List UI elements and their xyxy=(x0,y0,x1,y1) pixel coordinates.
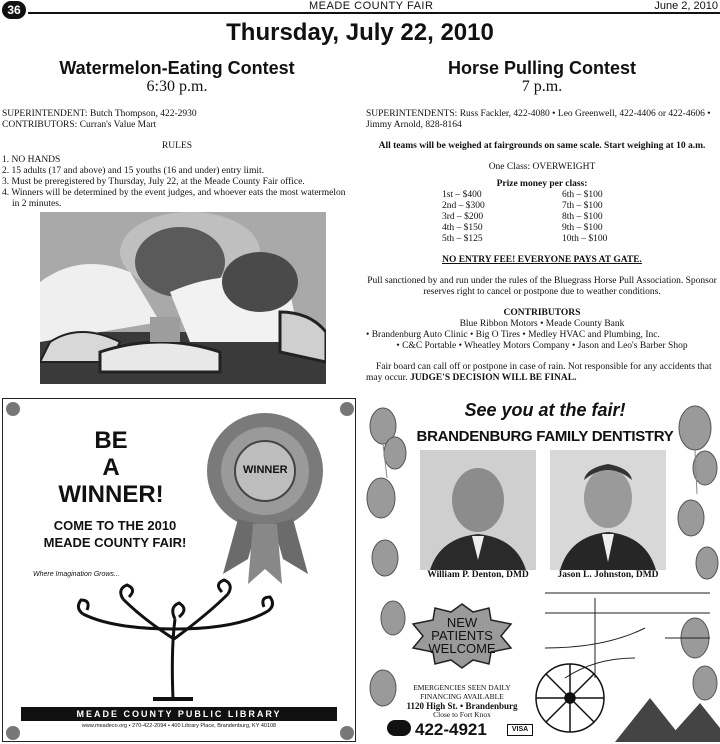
library-contact: www.meadeco.org • 270-422-2094 • 400 Library Place, Brandenburg, KY 40108 xyxy=(81,723,277,729)
a-line: A xyxy=(102,454,120,481)
watermelon-contest-photo xyxy=(40,212,326,384)
dentist-portrait xyxy=(420,450,536,570)
superintendent-value: Butch Thompson, 422-2930 xyxy=(89,109,197,119)
prize-entry: 3rd – $200 xyxy=(442,212,484,222)
rules-list xyxy=(2,155,352,210)
prize-entry: 1st – $400 xyxy=(442,190,482,200)
rules-heading: RULES xyxy=(161,141,193,151)
rule-item: 2. 15 adults (17 and above) and 15 youths (16 and under) entry limit. xyxy=(2,166,264,176)
ferris-wheel-icon xyxy=(536,664,604,732)
address-line: 1120 High St. • Brandenburg xyxy=(406,701,518,711)
winner-line: WINNER! xyxy=(58,481,164,508)
carnival-tent-icon xyxy=(615,698,720,742)
library-name: MEADE COUNTY PUBLIC LIBRARY xyxy=(21,707,337,721)
issue-date: June 2, 2010 xyxy=(650,0,718,12)
rule-item: 4. Winners will be determined by the event judges, and whoever eats the most watermelon in 2 minutes. xyxy=(2,188,346,209)
horse-pulling-section xyxy=(366,58,718,384)
contributors-line: • Brandenburg Auto Clinic • Big O Tires • Medley HVAC and Plumbing, Inc. xyxy=(366,330,660,340)
ribbon-label: WINNER xyxy=(243,464,288,476)
patients-line: PATIENTS xyxy=(431,628,493,643)
new-line: NEW xyxy=(446,615,478,630)
library-ad xyxy=(2,398,356,742)
rain-note xyxy=(366,362,718,384)
prize-heading: Prize money per class: xyxy=(496,179,588,189)
prize-entry: 4th – $150 xyxy=(442,223,483,233)
address-note: Close to Fort Knox xyxy=(433,710,491,719)
ribbon-icon xyxy=(207,413,323,584)
horse-time: 7 p.m. xyxy=(521,78,563,95)
be-a-winner xyxy=(21,427,201,508)
library-tagline: Where Imagination Grows... xyxy=(33,571,120,578)
come-line-2: MEADE COUNTY FAIR! xyxy=(43,535,187,550)
event-date-heading: Thursday, July 22, 2010 xyxy=(226,19,494,46)
avatar xyxy=(420,450,536,570)
watermelon-title: Watermelon-Eating Contest xyxy=(59,58,295,78)
page-number: 36 xyxy=(2,1,26,19)
contributors-line: Blue Ribbon Motors • Meade County Bank xyxy=(459,319,625,329)
rule-item: 3. Must be preregistered by Thursday, July 22, at the Meade County Fair office. xyxy=(2,177,305,187)
welcome-line: WELCOME xyxy=(428,641,496,656)
come-line-1: COME TO THE 2010 xyxy=(53,518,177,533)
watermelon-contributors xyxy=(2,120,352,131)
financing-line: FINANCING AVAILABLE xyxy=(420,691,504,701)
watermelon-time: 6:30 p.m. xyxy=(146,78,208,95)
section-title: MEADE COUNTY FAIR xyxy=(305,0,437,12)
page-header xyxy=(0,0,720,18)
horse-title: Horse Pulling Contest xyxy=(447,58,636,78)
prize-entry: 8th – $100 xyxy=(562,212,603,222)
no-entry-fee: NO ENTRY FEE! EVERYONE PAYS AT GATE. xyxy=(442,255,642,265)
phone-number: 422-4921 xyxy=(415,720,487,739)
superintendents-label: SUPERINTENDENTS: xyxy=(366,109,458,119)
superintendents-value: Russ Fackler, 422-4080 • Leo Greenwell, 422-4406 or 422-4606 • Jimmy Arnold, 828-8164 xyxy=(366,109,711,130)
contributors-line: • C&C Portable • Wheatley Motors Company • Jason and Leo's Barber Shop xyxy=(396,341,688,351)
new-patients-welcome xyxy=(409,616,515,655)
contributors-value: Curran's Value Mart xyxy=(79,120,157,130)
rain-note-text: Fair board can call off or postpone in case of rain. Not responsible for any accidents that may occur. xyxy=(366,362,712,383)
visa-badge: VISA xyxy=(507,724,533,736)
prize-entry: 9th – $100 xyxy=(562,223,603,233)
practice-name: BRANDENBURG FAMILY DENTISTRY xyxy=(416,428,674,445)
tree-icon xyxy=(78,580,272,699)
card-logo-icon xyxy=(387,720,411,736)
dentist-ad xyxy=(365,398,720,742)
weighing-note: All teams will be weighed at fairgrounds on same scale. Start weighing at 10 a.m. xyxy=(378,141,706,151)
emergency-info xyxy=(387,684,537,720)
watermelon-contest-section xyxy=(2,58,352,210)
rule-item: 1. NO HANDS xyxy=(2,155,61,165)
watermelon-superintendent xyxy=(2,109,352,120)
prize-entry: 7th – $100 xyxy=(562,201,603,211)
rain-note-bold: JUDGE'S DECISION WILL BE FINAL. xyxy=(410,373,577,383)
header-rule xyxy=(28,12,720,14)
prize-table xyxy=(442,190,642,245)
prize-entry: 10th – $100 xyxy=(562,234,608,244)
dentist-name: Jason L. Johnston, DMD xyxy=(557,570,659,580)
avatar xyxy=(550,450,666,570)
class-note: One Class: OVERWEIGHT xyxy=(488,162,596,172)
dentist-portrait xyxy=(550,450,666,570)
see-you-headline: See you at the fair! xyxy=(464,400,626,420)
contributors-label: CONTRIBUTORS: xyxy=(2,120,78,130)
horse-superintendents xyxy=(366,109,718,131)
prize-entry: 5th – $125 xyxy=(442,234,483,244)
be-line: BE xyxy=(94,427,128,454)
superintendent-label: SUPERINTENDENT: xyxy=(2,109,88,119)
dentist-name: William P. Denton, DMD xyxy=(427,570,529,580)
emergencies-line: EMERGENCIES SEEN DAILY xyxy=(413,683,511,692)
prize-entry: 6th – $100 xyxy=(562,190,603,200)
contributors-heading: CONTRIBUTORS xyxy=(503,308,581,318)
sanction-note: Pull sanctioned by and run under the rules of the Bluegrass Horse Pull Association. Sponsor reserves right to cancel or postpone due to weather conditions. xyxy=(367,276,717,297)
come-to-fair xyxy=(15,517,215,551)
prize-entry: 2nd – $300 xyxy=(442,201,485,211)
photo-illustration xyxy=(40,212,326,384)
